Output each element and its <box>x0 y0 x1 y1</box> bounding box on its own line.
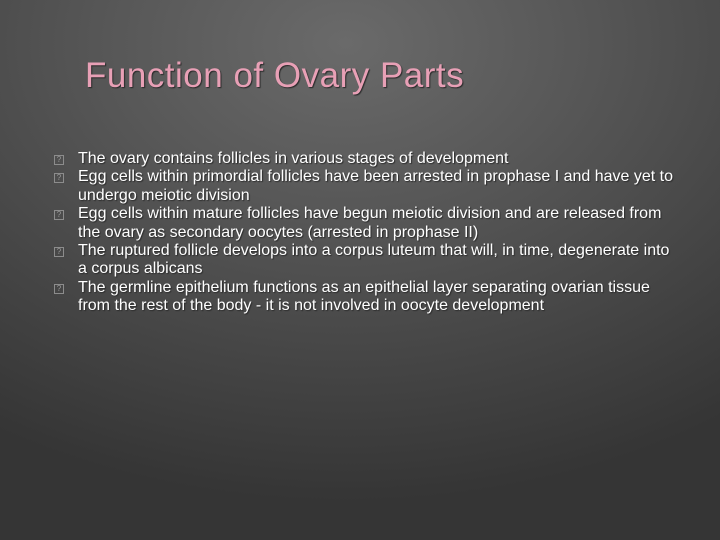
bullet-item <box>54 168 674 205</box>
bullet-text: Egg cells within mature follicles have begun meiotic division and are released from the ovary as secondary oocytes (arrested in prophase II) <box>78 205 662 241</box>
slide-title: Function of Ovary Parts <box>85 56 465 95</box>
bullet-item <box>54 279 674 316</box>
placeholder-box-icon: ? <box>54 247 64 257</box>
placeholder-box-icon: ? <box>54 173 64 183</box>
bullet-text: The ovary contains follicles in various stages of development <box>78 150 509 167</box>
bullet-list <box>54 150 674 316</box>
bullet-item <box>54 205 674 242</box>
bullet-text: The germline epithelium functions as an epithelial layer separating ovarian tissue from the rest of the body - it is not involved in oocyte development <box>78 278 650 315</box>
placeholder-box-icon: ? <box>54 284 64 294</box>
bullet-item <box>54 150 674 168</box>
bullet-text: Egg cells within primordial follicles have been arrested in prophase I and have yet to undergo meiotic division <box>78 168 673 204</box>
bullet-item <box>54 242 674 279</box>
placeholder-box-icon: ? <box>54 155 64 165</box>
placeholder-box-icon: ? <box>54 210 64 220</box>
bullet-text: The ruptured follicle develops into a corpus luteum that will, in time, degenerate into a corpus albicans <box>78 242 670 278</box>
